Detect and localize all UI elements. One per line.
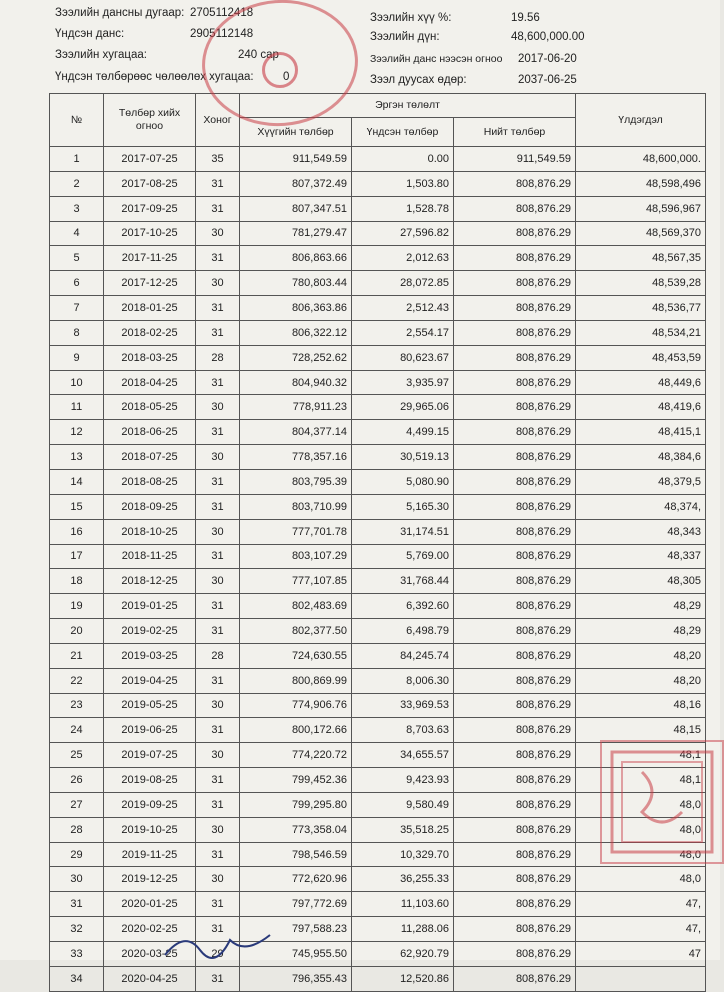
principal-payment: 12,520.86 <box>352 966 454 991</box>
remaining-balance: 48,15 <box>576 718 706 743</box>
remaining-balance: 48,384,6 <box>576 445 706 470</box>
table-row <box>50 420 706 445</box>
row-number: 33 <box>50 942 104 967</box>
remaining-balance: 48,569,370 <box>576 221 706 246</box>
remaining-balance: 48,449,6 <box>576 370 706 395</box>
principal-payment: 35,518.25 <box>352 817 454 842</box>
row-number: 32 <box>50 917 104 942</box>
remaining-balance: 47, <box>576 892 706 917</box>
payment-date: 2019-07-25 <box>104 743 196 768</box>
interest-payment: 799,452.36 <box>240 768 352 793</box>
total-payment: 808,876.29 <box>454 246 576 271</box>
loan-end-label: Зээл дуусах өдөр: <box>370 74 467 86</box>
total-payment: 808,876.29 <box>454 519 576 544</box>
row-number: 16 <box>50 519 104 544</box>
total-payment: 808,876.29 <box>454 271 576 296</box>
row-number: 24 <box>50 718 104 743</box>
account-opened-label: Зээлийн данс нээсэн огноо <box>370 53 503 65</box>
total-payment: 911,549.59 <box>454 147 576 172</box>
remaining-balance: 47, <box>576 917 706 942</box>
row-number: 21 <box>50 643 104 668</box>
total-payment: 808,876.29 <box>454 743 576 768</box>
day-count: 30 <box>196 519 240 544</box>
total-payment: 808,876.29 <box>454 643 576 668</box>
column-header-interest: Хүүгийн төлбөр <box>240 118 352 147</box>
row-number: 7 <box>50 296 104 321</box>
loan-term-value: 240 сар <box>238 49 279 61</box>
principal-payment: 8,006.30 <box>352 668 454 693</box>
principal-payment: 2,512.43 <box>352 296 454 321</box>
table-row <box>50 643 706 668</box>
table-row <box>50 917 706 942</box>
remaining-balance: 48,0 <box>576 817 706 842</box>
day-count: 31 <box>196 171 240 196</box>
table-row <box>50 569 706 594</box>
day-count: 30 <box>196 693 240 718</box>
total-payment: 808,876.29 <box>454 395 576 420</box>
day-count: 31 <box>196 792 240 817</box>
row-number: 20 <box>50 619 104 644</box>
day-count: 31 <box>196 370 240 395</box>
payment-date: 2018-12-25 <box>104 569 196 594</box>
remaining-balance: 47 <box>576 942 706 967</box>
main-account-value: 2905112148 <box>190 28 254 40</box>
row-number: 23 <box>50 693 104 718</box>
interest-payment: 781,279.47 <box>240 221 352 246</box>
principal-payment: 28,072.85 <box>352 271 454 296</box>
interest-payment: 806,322.12 <box>240 320 352 345</box>
table-row <box>50 693 706 718</box>
principal-payment: 34,655.57 <box>352 743 454 768</box>
day-count: 31 <box>196 966 240 991</box>
table-row <box>50 966 706 991</box>
remaining-balance: 48,1 <box>576 743 706 768</box>
principal-payment: 2,554.17 <box>352 320 454 345</box>
payment-date: 2020-02-25 <box>104 917 196 942</box>
total-payment: 808,876.29 <box>454 619 576 644</box>
table-row <box>50 867 706 892</box>
total-payment: 808,876.29 <box>454 842 576 867</box>
remaining-balance: 48,0 <box>576 867 706 892</box>
principal-payment: 9,580.49 <box>352 792 454 817</box>
interest-payment: 797,772.69 <box>240 892 352 917</box>
interest-payment: 777,107.85 <box>240 569 352 594</box>
total-payment: 808,876.29 <box>454 892 576 917</box>
payment-date: 2018-04-25 <box>104 370 196 395</box>
interest-payment: 804,940.32 <box>240 370 352 395</box>
principal-payment: 6,498.79 <box>352 619 454 644</box>
row-number: 6 <box>50 271 104 296</box>
interest-payment: 803,107.29 <box>240 544 352 569</box>
payment-date: 2017-08-25 <box>104 171 196 196</box>
day-count: 31 <box>196 842 240 867</box>
row-number: 12 <box>50 420 104 445</box>
payment-date: 2017-09-25 <box>104 196 196 221</box>
principal-payment: 5,769.00 <box>352 544 454 569</box>
interest-payment: 778,357.16 <box>240 445 352 470</box>
row-number: 30 <box>50 867 104 892</box>
total-payment: 808,876.29 <box>454 867 576 892</box>
principal-payment: 1,528.78 <box>352 196 454 221</box>
interest-payment: 804,377.14 <box>240 420 352 445</box>
payment-date: 2018-02-25 <box>104 320 196 345</box>
total-payment: 808,876.29 <box>454 420 576 445</box>
day-count: 30 <box>196 817 240 842</box>
total-payment: 808,876.29 <box>454 917 576 942</box>
interest-rate-value: 19.56 <box>511 12 540 24</box>
row-number: 26 <box>50 768 104 793</box>
remaining-balance: 48,20 <box>576 643 706 668</box>
column-header-no: № <box>50 94 104 147</box>
interest-payment: 807,372.49 <box>240 171 352 196</box>
payment-date: 2018-08-25 <box>104 469 196 494</box>
payment-date: 2018-07-25 <box>104 445 196 470</box>
remaining-balance: 48,374, <box>576 494 706 519</box>
table-row <box>50 494 706 519</box>
principal-payment: 11,103.60 <box>352 892 454 917</box>
table-row <box>50 370 706 395</box>
principal-payment: 31,174.51 <box>352 519 454 544</box>
payment-date: 2019-02-25 <box>104 619 196 644</box>
interest-payment: 802,377.50 <box>240 619 352 644</box>
table-row <box>50 196 706 221</box>
loan-amount-value: 48,600,000.00 <box>511 31 585 43</box>
principal-payment: 3,935.97 <box>352 370 454 395</box>
day-count: 30 <box>196 271 240 296</box>
interest-payment: 777,701.78 <box>240 519 352 544</box>
red-seal-icon <box>600 740 724 864</box>
payment-date: 2017-10-25 <box>104 221 196 246</box>
day-count: 29 <box>196 942 240 967</box>
day-count: 31 <box>196 246 240 271</box>
table-row <box>50 519 706 544</box>
day-count: 31 <box>196 320 240 345</box>
table-row <box>50 892 706 917</box>
row-number: 5 <box>50 246 104 271</box>
remaining-balance: 48,419,6 <box>576 395 706 420</box>
row-number: 11 <box>50 395 104 420</box>
remaining-balance: 48,337 <box>576 544 706 569</box>
day-count: 31 <box>196 469 240 494</box>
payment-date: 2020-04-25 <box>104 966 196 991</box>
row-number: 17 <box>50 544 104 569</box>
interest-payment: 728,252.62 <box>240 345 352 370</box>
principal-payment: 11,288.06 <box>352 917 454 942</box>
row-number: 18 <box>50 569 104 594</box>
remaining-balance: 48,343 <box>576 519 706 544</box>
schedule-rows <box>50 147 706 992</box>
principal-payment: 5,165.30 <box>352 494 454 519</box>
day-count: 30 <box>196 221 240 246</box>
payment-date: 2019-09-25 <box>104 792 196 817</box>
payment-date: 2019-10-25 <box>104 817 196 842</box>
interest-payment: 724,630.55 <box>240 643 352 668</box>
table-row <box>50 221 706 246</box>
principal-payment: 4,499.15 <box>352 420 454 445</box>
payment-date: 2020-03-25 <box>104 942 196 967</box>
total-payment: 808,876.29 <box>454 544 576 569</box>
account-opened-value: 2017-06-20 <box>518 53 577 65</box>
total-payment: 808,876.29 <box>454 668 576 693</box>
total-payment: 808,876.29 <box>454 594 576 619</box>
column-header-repayment: Эргэн төлөлт <box>240 94 576 118</box>
table-row <box>50 171 706 196</box>
interest-payment: 773,358.04 <box>240 817 352 842</box>
payment-date: 2018-09-25 <box>104 494 196 519</box>
principal-payment: 29,965.06 <box>352 395 454 420</box>
payment-date: 2017-11-25 <box>104 246 196 271</box>
table-row <box>50 544 706 569</box>
table-row <box>50 147 706 172</box>
bank-logo-icon <box>262 52 298 88</box>
day-count: 35 <box>196 147 240 172</box>
total-payment: 808,876.29 <box>454 469 576 494</box>
total-payment: 808,876.29 <box>454 942 576 967</box>
remaining-balance: 48,0 <box>576 792 706 817</box>
total-payment: 808,876.29 <box>454 221 576 246</box>
payment-date: 2019-12-25 <box>104 867 196 892</box>
interest-payment: 807,347.51 <box>240 196 352 221</box>
remaining-balance: 48,29 <box>576 594 706 619</box>
total-payment: 808,876.29 <box>454 817 576 842</box>
row-number: 2 <box>50 171 104 196</box>
day-count: 31 <box>196 494 240 519</box>
interest-payment: 778,911.23 <box>240 395 352 420</box>
row-number: 34 <box>50 966 104 991</box>
row-number: 27 <box>50 792 104 817</box>
principal-payment: 5,080.90 <box>352 469 454 494</box>
remaining-balance: 48,29 <box>576 619 706 644</box>
payment-date: 2018-03-25 <box>104 345 196 370</box>
row-number: 29 <box>50 842 104 867</box>
remaining-balance: 48,0 <box>576 842 706 867</box>
payment-date: 2019-03-25 <box>104 643 196 668</box>
principal-payment: 27,596.82 <box>352 221 454 246</box>
payment-date: 2018-01-25 <box>104 296 196 321</box>
remaining-balance: 48,596,967 <box>576 196 706 221</box>
principal-payment: 8,703.63 <box>352 718 454 743</box>
total-payment: 808,876.29 <box>454 494 576 519</box>
principal-payment: 1,503.80 <box>352 171 454 196</box>
account-number-label: Зээлийн дансны дугаар: <box>55 7 185 19</box>
day-count: 31 <box>196 668 240 693</box>
main-account-label: Үндсэн данс: <box>55 28 125 40</box>
day-count: 31 <box>196 619 240 644</box>
day-count: 31 <box>196 594 240 619</box>
remaining-balance: 48,20 <box>576 668 706 693</box>
grace-period-value: 0 <box>283 71 290 83</box>
day-count: 31 <box>196 892 240 917</box>
payment-date: 2018-06-25 <box>104 420 196 445</box>
principal-payment: 80,623.67 <box>352 345 454 370</box>
interest-payment: 772,620.96 <box>240 867 352 892</box>
row-number: 8 <box>50 320 104 345</box>
total-payment: 808,876.29 <box>454 768 576 793</box>
day-count: 28 <box>196 345 240 370</box>
table-row <box>50 296 706 321</box>
day-count: 30 <box>196 743 240 768</box>
column-header-balance: Үлдэгдэл <box>576 94 706 147</box>
interest-payment: 780,803.44 <box>240 271 352 296</box>
total-payment: 808,876.29 <box>454 196 576 221</box>
payment-date: 2019-01-25 <box>104 594 196 619</box>
remaining-balance: 48,305 <box>576 569 706 594</box>
interest-payment: 803,795.39 <box>240 469 352 494</box>
remaining-balance <box>576 966 706 991</box>
interest-payment: 800,172.66 <box>240 718 352 743</box>
principal-payment: 9,423.93 <box>352 768 454 793</box>
remaining-balance: 48,16 <box>576 693 706 718</box>
remaining-balance: 48,379,5 <box>576 469 706 494</box>
loan-end-value: 2037-06-25 <box>518 74 577 86</box>
table-row <box>50 942 706 967</box>
table-row <box>50 345 706 370</box>
table-row <box>50 594 706 619</box>
row-number: 3 <box>50 196 104 221</box>
table-row <box>50 445 706 470</box>
table-row <box>50 619 706 644</box>
signature-icon <box>160 925 280 960</box>
row-number: 15 <box>50 494 104 519</box>
interest-payment: 911,549.59 <box>240 147 352 172</box>
table-row <box>50 469 706 494</box>
remaining-balance: 48,453,59 <box>576 345 706 370</box>
day-count: 31 <box>196 196 240 221</box>
payment-date: 2020-01-25 <box>104 892 196 917</box>
total-payment: 808,876.29 <box>454 171 576 196</box>
row-number: 22 <box>50 668 104 693</box>
table-row <box>50 271 706 296</box>
interest-payment: 806,863.66 <box>240 246 352 271</box>
day-count: 31 <box>196 420 240 445</box>
payment-date: 2017-12-25 <box>104 271 196 296</box>
payment-date: 2017-07-25 <box>104 147 196 172</box>
account-number-value: 2705112418 <box>190 7 254 19</box>
interest-payment: 745,955.50 <box>240 942 352 967</box>
payment-date: 2019-05-25 <box>104 693 196 718</box>
remaining-balance: 48,534,21 <box>576 320 706 345</box>
table-row <box>50 668 706 693</box>
day-count: 30 <box>196 445 240 470</box>
interest-payment: 796,355.43 <box>240 966 352 991</box>
row-number: 1 <box>50 147 104 172</box>
column-header-principal: Үндсэн төлбөр <box>352 118 454 147</box>
principal-payment: 31,768.44 <box>352 569 454 594</box>
interest-payment: 800,869.99 <box>240 668 352 693</box>
total-payment: 808,876.29 <box>454 569 576 594</box>
day-count: 31 <box>196 544 240 569</box>
remaining-balance: 48,600,000. <box>576 147 706 172</box>
remaining-balance: 48,536,77 <box>576 296 706 321</box>
principal-payment: 84,245.74 <box>352 643 454 668</box>
principal-payment: 62,920.79 <box>352 942 454 967</box>
payment-date: 2019-04-25 <box>104 668 196 693</box>
row-number: 28 <box>50 817 104 842</box>
principal-payment: 30,519.13 <box>352 445 454 470</box>
day-count: 30 <box>196 569 240 594</box>
column-header-total: Нийт төлбөр <box>454 118 576 147</box>
interest-rate-label: Зээлийн хүү %: <box>370 12 452 24</box>
remaining-balance: 48,539,28 <box>576 271 706 296</box>
payment-date: 2018-10-25 <box>104 519 196 544</box>
interest-payment: 803,710.99 <box>240 494 352 519</box>
row-number: 19 <box>50 594 104 619</box>
total-payment: 808,876.29 <box>454 345 576 370</box>
total-payment: 808,876.29 <box>454 296 576 321</box>
total-payment: 808,876.29 <box>454 320 576 345</box>
day-count: 31 <box>196 296 240 321</box>
grace-period-label: Үндсэн төлбөрөөс чөлөөлөх хугацаа: <box>55 71 254 83</box>
table-row <box>50 395 706 420</box>
interest-payment: 797,588.23 <box>240 917 352 942</box>
table-row <box>50 246 706 271</box>
interest-payment: 774,220.72 <box>240 743 352 768</box>
interest-payment: 799,295.80 <box>240 792 352 817</box>
interest-payment: 798,546.59 <box>240 842 352 867</box>
row-number: 31 <box>50 892 104 917</box>
remaining-balance: 48,1 <box>576 768 706 793</box>
remaining-balance: 48,598,496 <box>576 171 706 196</box>
interest-payment: 774,906.76 <box>240 693 352 718</box>
day-count: 31 <box>196 917 240 942</box>
day-count: 31 <box>196 768 240 793</box>
total-payment: 808,876.29 <box>454 693 576 718</box>
principal-payment: 2,012.63 <box>352 246 454 271</box>
payment-date: 2019-06-25 <box>104 718 196 743</box>
row-number: 14 <box>50 469 104 494</box>
payment-date: 2018-05-25 <box>104 395 196 420</box>
payment-date: 2019-11-25 <box>104 842 196 867</box>
payment-date: 2018-11-25 <box>104 544 196 569</box>
table-row <box>50 320 706 345</box>
day-count: 28 <box>196 643 240 668</box>
row-number: 4 <box>50 221 104 246</box>
column-header-date: Төлбөр хийх огноо <box>104 94 196 147</box>
total-payment: 808,876.29 <box>454 792 576 817</box>
principal-payment: 36,255.33 <box>352 867 454 892</box>
total-payment: 808,876.29 <box>454 445 576 470</box>
row-number: 25 <box>50 743 104 768</box>
principal-payment: 6,392.60 <box>352 594 454 619</box>
remaining-balance: 48,567,35 <box>576 246 706 271</box>
remaining-balance: 48,415,1 <box>576 420 706 445</box>
row-number: 9 <box>50 345 104 370</box>
day-count: 30 <box>196 867 240 892</box>
total-payment: 808,876.29 <box>454 966 576 991</box>
column-header-days: Хоног <box>196 94 240 147</box>
interest-payment: 806,363.86 <box>240 296 352 321</box>
total-payment: 808,876.29 <box>454 370 576 395</box>
payment-date: 2019-08-25 <box>104 768 196 793</box>
principal-payment: 0.00 <box>352 147 454 172</box>
principal-payment: 33,969.53 <box>352 693 454 718</box>
loan-amount-label: Зээлийн дүн: <box>370 31 440 43</box>
loan-term-label: Зээлийн хугацаа: <box>55 49 147 61</box>
day-count: 30 <box>196 395 240 420</box>
principal-payment: 10,329.70 <box>352 842 454 867</box>
row-number: 13 <box>50 445 104 470</box>
total-payment: 808,876.29 <box>454 718 576 743</box>
day-count: 31 <box>196 718 240 743</box>
row-number: 10 <box>50 370 104 395</box>
interest-payment: 802,483.69 <box>240 594 352 619</box>
